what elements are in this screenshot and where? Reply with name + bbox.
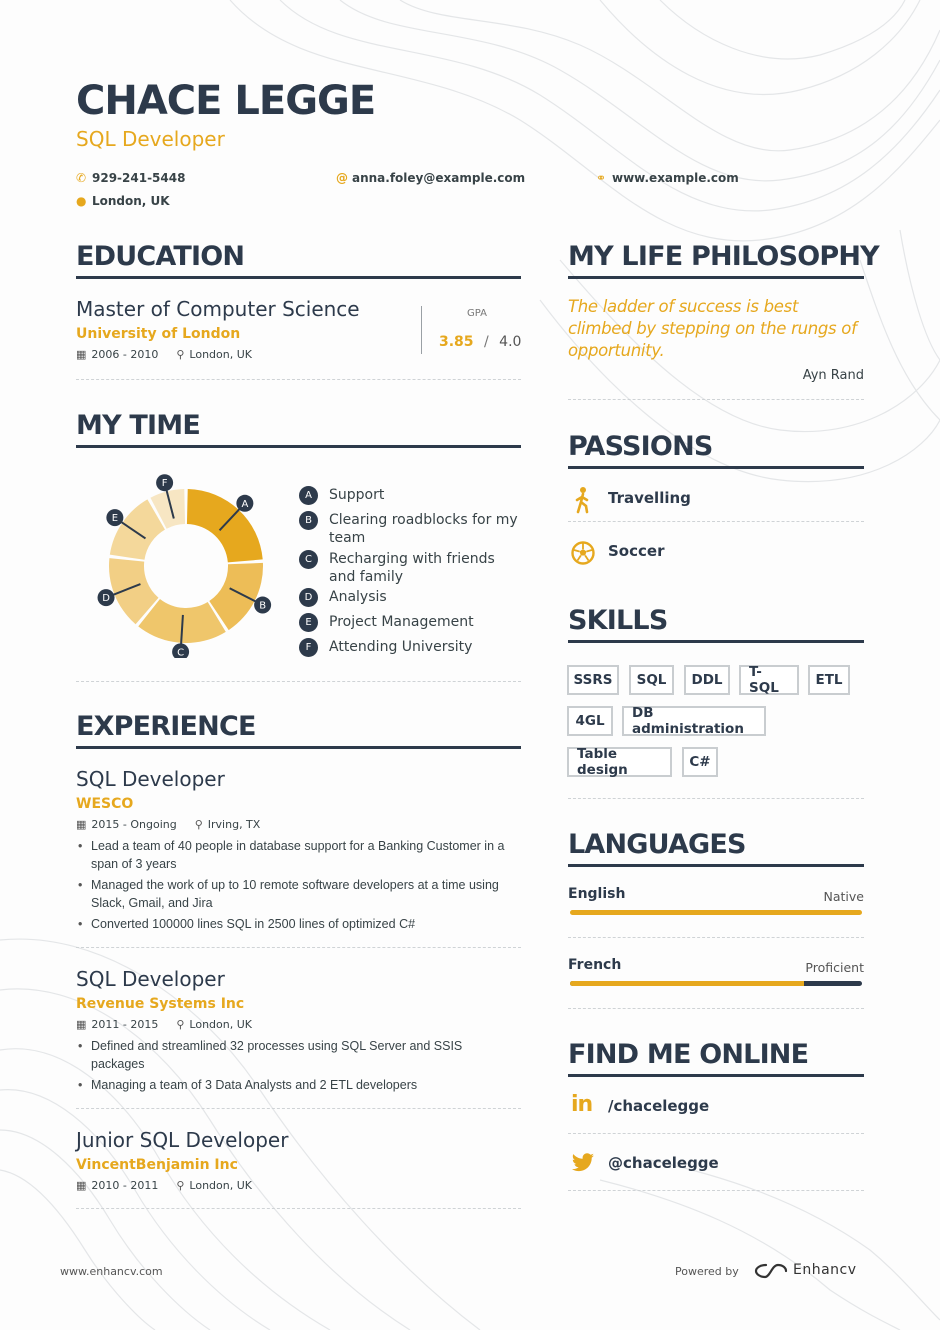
link-icon: ⚭ (596, 171, 607, 185)
skill-tag: DDL (684, 665, 730, 695)
online-link-twitter[interactable]: @chacelegge (608, 1154, 719, 1172)
divider (568, 1008, 864, 1009)
gpa-value-group (439, 334, 521, 350)
language-name: French (568, 957, 622, 973)
passion-soccer: Soccer (608, 542, 665, 560)
job-bullets (76, 837, 526, 936)
language-bar-fill (570, 981, 804, 986)
email-text[interactable]: anna.foley@example.com (352, 171, 526, 185)
donut-label: C (177, 647, 185, 658)
passion-travelling: Travelling (608, 489, 691, 507)
skill-tag: DB administration (622, 706, 766, 736)
legend-letter: F (299, 638, 318, 657)
online-title: FIND ME ONLINE (568, 1039, 809, 1070)
my-time-rule (76, 445, 521, 448)
job-bullet: • Managing a team of 3 Data Analysts and 2 ETL developers (76, 1076, 496, 1094)
job-bullet: • Managed the work of up to 10 remote software developers at a time using Slack, Gmail, and Jira (76, 876, 526, 912)
legend-item (299, 511, 524, 547)
language-bar (570, 981, 862, 986)
experience-rule (76, 746, 521, 749)
online-link-linkedin[interactable]: /chacelegge (608, 1097, 710, 1115)
skill-tag: ETL (808, 665, 850, 695)
philosophy-author: Ayn Rand (802, 368, 864, 383)
location-pin-icon: ⚲ (176, 348, 185, 361)
footer-brand[interactable]: Enhancv (793, 1262, 857, 1278)
gpa-value: 3.85 (439, 334, 474, 350)
education-rule (76, 276, 521, 279)
online-rule (568, 1074, 864, 1077)
divider (76, 1208, 521, 1209)
skill-tag: T-SQL (739, 665, 799, 695)
calendar-icon: ▦ (76, 1018, 87, 1031)
location-text: London, UK (92, 194, 170, 208)
job-bullet: • Lead a team of 40 people in database support for a Banking Customer in a span of 3 years (76, 837, 526, 873)
language-bar (570, 910, 862, 915)
email-contact[interactable] (336, 171, 525, 185)
legend-label: Analysis (329, 589, 387, 605)
donut-label: B (259, 600, 267, 612)
donut-label: D (102, 593, 110, 605)
languages-title: LANGUAGES (568, 829, 746, 860)
job-bullet: • Defined and streamlined 32 processes using SQL Server and SSIS packages (76, 1037, 496, 1073)
education-dates: 2006 - 2010 (91, 348, 159, 361)
education-degree: Master of Computer Science (76, 297, 360, 321)
legend-label: Clearing roadblocks for my team (329, 512, 518, 546)
experience-title: EXPERIENCE (76, 711, 256, 742)
legend-item (299, 588, 524, 607)
legend-item (299, 486, 524, 505)
skills-rule (568, 640, 864, 643)
legend-letter: A (299, 486, 318, 505)
job-location: London, UK (189, 1018, 253, 1031)
divider (76, 379, 521, 380)
legend-item (299, 550, 524, 586)
passions-title: PASSIONS (568, 431, 713, 462)
location-pin-icon: ⚲ (176, 1179, 185, 1192)
education-location: London, UK (189, 348, 253, 361)
education-meta (76, 348, 252, 361)
job-title: SQL Developer (76, 967, 225, 991)
divider (568, 937, 864, 938)
gpa-max: 4.0 (499, 334, 522, 350)
legend-label: Project Management (329, 614, 474, 630)
language-level: Proficient (805, 960, 864, 975)
education-title: EDUCATION (76, 241, 245, 272)
time-donut-chart (96, 468, 276, 658)
job-title: SQL Developer (76, 767, 225, 791)
website-text[interactable]: www.example.com (612, 171, 739, 185)
legend-letter: B (299, 511, 318, 530)
job-company: Revenue Systems Inc (76, 996, 245, 1012)
language-bar-fill (570, 910, 862, 915)
footer-powered-by: Powered by (675, 1265, 739, 1278)
location-pin-icon: ● (76, 194, 87, 208)
legend-letter: C (299, 550, 318, 569)
website-contact[interactable] (596, 171, 739, 185)
job-meta (76, 1179, 252, 1192)
divider (76, 681, 521, 682)
linkedin-icon: in (571, 1092, 593, 1117)
legend-label: Attending University (329, 639, 473, 655)
hiker-icon (572, 486, 594, 514)
enhancv-logo-icon (754, 1262, 788, 1280)
job-meta (76, 1018, 252, 1031)
legend-label: Support (329, 487, 385, 503)
divider (76, 947, 521, 948)
philosophy-quote: The ladder of success is best climbed by stepping on the rungs of opportunity. (568, 297, 857, 360)
job-meta (76, 818, 260, 831)
calendar-icon: ▦ (76, 348, 87, 361)
job-dates: 2010 - 2011 (91, 1179, 159, 1192)
skill-tag: Table design (567, 747, 672, 777)
phone-contact (76, 171, 185, 185)
soccer-ball-icon (571, 541, 595, 565)
job-dates: 2011 - 2015 (91, 1018, 159, 1031)
job-title: Junior SQL Developer (76, 1128, 289, 1152)
passions-rule (568, 466, 864, 469)
legend-letter: E (299, 613, 318, 632)
skill-tag: SSRS (567, 665, 619, 695)
location-pin-icon: ⚲ (176, 1018, 185, 1031)
candidate-name: CHACE LEGGE (76, 78, 376, 124)
legend-item (299, 638, 524, 657)
candidate-role: SQL Developer (76, 127, 225, 151)
divider (76, 1108, 521, 1109)
location-contact (76, 194, 170, 208)
divider (568, 399, 864, 400)
skill-tag: SQL (629, 665, 674, 695)
calendar-icon: ▦ (76, 1179, 87, 1192)
job-company: WESCO (76, 796, 134, 812)
job-dates: 2015 - Ongoing (91, 818, 177, 831)
gpa-separator: / (484, 334, 489, 350)
skill-tag: 4GL (567, 706, 613, 736)
education-school: University of London (76, 326, 241, 342)
location-pin-icon: ⚲ (194, 818, 203, 831)
philosophy-rule (568, 276, 864, 279)
philosophy-title: MY LIFE PHILOSOPHY (568, 241, 879, 272)
divider (568, 521, 864, 522)
language-level: Native (823, 889, 864, 904)
legend-letter: D (299, 588, 318, 607)
phone-text: 929-241-5448 (92, 171, 186, 185)
languages-rule (568, 864, 864, 867)
my-time-title: MY TIME (76, 410, 200, 441)
divider (568, 798, 864, 799)
job-company: VincentBenjamin Inc (76, 1157, 238, 1173)
divider (568, 1190, 864, 1191)
donut-label: E (111, 513, 119, 525)
job-bullet: • Converted 100000 lines SQL in 2500 lines of optimized C# (76, 915, 526, 933)
legend-item (299, 613, 524, 632)
skill-tag: C# (682, 747, 718, 777)
calendar-icon: ▦ (76, 818, 87, 831)
footer-site[interactable]: www.enhancv.com (60, 1265, 163, 1278)
phone-icon: ✆ (76, 171, 87, 185)
twitter-icon (571, 1153, 595, 1173)
gpa-divider (421, 306, 422, 354)
job-location: Irving, TX (207, 818, 261, 831)
language-name: English (568, 886, 626, 902)
donut-label: F (161, 478, 168, 490)
divider (568, 1133, 864, 1134)
job-bullets (76, 1037, 496, 1097)
legend-label: Recharging with friends and family (329, 551, 495, 585)
skills-title: SKILLS (568, 605, 668, 636)
at-icon: @ (336, 171, 348, 185)
job-location: London, UK (189, 1179, 253, 1192)
donut-label: A (241, 498, 249, 510)
gpa-label: GPA (467, 308, 487, 319)
